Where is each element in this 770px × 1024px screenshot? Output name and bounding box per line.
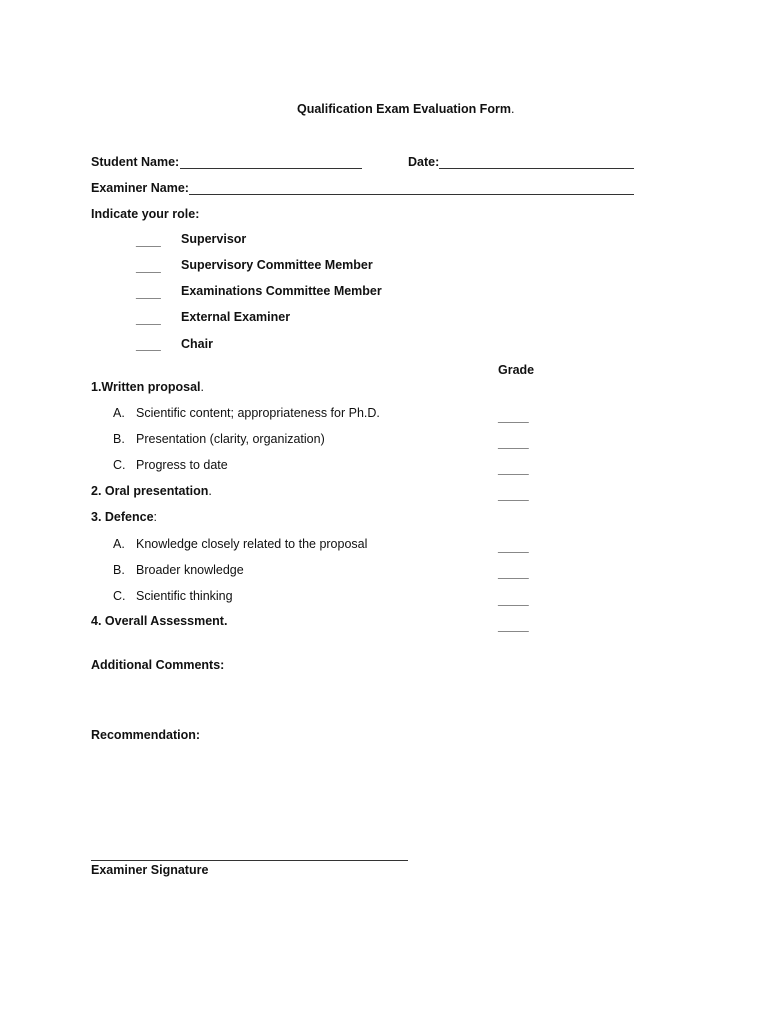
section-oral-presentation-heading	[91, 484, 212, 498]
examiner-name-label: Examiner Name:	[91, 181, 189, 195]
item-scientific-thinking: Scientific thinking	[136, 589, 233, 603]
grade-blank[interactable]: _____	[498, 488, 528, 502]
form-title	[297, 102, 514, 116]
role-prompt: Indicate your role:	[91, 207, 200, 221]
role-blank[interactable]: ____	[136, 312, 160, 326]
section-defence-heading	[91, 510, 157, 524]
section-heading-text: 1.Written proposal	[91, 380, 201, 394]
grade-blank[interactable]: _____	[498, 593, 528, 607]
date-field[interactable]	[439, 168, 634, 169]
section-written-proposal-heading	[91, 380, 204, 394]
role-option-supervisor: Supervisor	[181, 232, 247, 246]
student-name-label: Student Name:	[91, 155, 180, 169]
recommendation-label: Recommendation:	[91, 728, 201, 742]
item-letter: A.	[113, 537, 125, 551]
role-blank[interactable]: ____	[136, 234, 160, 248]
item-letter: A.	[113, 406, 125, 420]
role-option-external-examiner: External Examiner	[181, 310, 291, 324]
role-option-supervisory-committee-member: Supervisory Committee Member	[181, 258, 373, 272]
grade-blank[interactable]: _____	[498, 619, 528, 633]
examiner-name-field[interactable]	[189, 194, 634, 195]
section-overall-assessment-heading: 4. Overall Assessment.	[91, 614, 228, 628]
date-label: Date:	[408, 155, 440, 169]
item-letter: C.	[113, 458, 126, 472]
form-title-period: .	[510, 102, 515, 116]
role-blank[interactable]: ____	[136, 286, 160, 300]
grade-blank[interactable]: _____	[498, 540, 528, 554]
item-letter: C.	[113, 589, 126, 603]
item-presentation: Presentation (clarity, organization)	[136, 432, 325, 446]
grade-blank[interactable]: _____	[498, 410, 528, 424]
role-option-examinations-committee-member: Examinations Committee Member	[181, 284, 382, 298]
grade-blank[interactable]: _____	[498, 436, 528, 450]
additional-comments-label: Additional Comments:	[91, 658, 225, 672]
section-heading-punct: :	[153, 510, 158, 524]
signature-label: Examiner Signature	[91, 863, 209, 877]
item-broader-knowledge: Broader knowledge	[136, 563, 244, 577]
item-letter: B.	[113, 563, 125, 577]
item-letter: B.	[113, 432, 125, 446]
section-heading-punct: .	[208, 484, 212, 498]
role-option-chair: Chair	[181, 337, 213, 351]
form-title-text: Qualification Exam Evaluation Form	[297, 102, 511, 116]
student-name-field[interactable]	[180, 168, 362, 169]
grade-header: Grade	[498, 363, 535, 377]
item-scientific-content: Scientific content; appropriateness for Ph.D.	[136, 406, 380, 420]
item-knowledge-related: Knowledge closely related to the proposal	[136, 537, 368, 551]
grade-blank[interactable]: _____	[498, 462, 528, 476]
role-blank[interactable]: ____	[136, 338, 160, 352]
section-heading-text: 3. Defence	[91, 510, 154, 524]
role-blank[interactable]: ____	[136, 260, 160, 274]
grade-blank[interactable]: _____	[498, 566, 528, 580]
item-progress-to-date: Progress to date	[136, 458, 228, 472]
signature-line[interactable]	[91, 860, 408, 861]
section-heading-text: 2. Oral presentation	[91, 484, 209, 498]
section-heading-punct: .	[200, 380, 204, 394]
